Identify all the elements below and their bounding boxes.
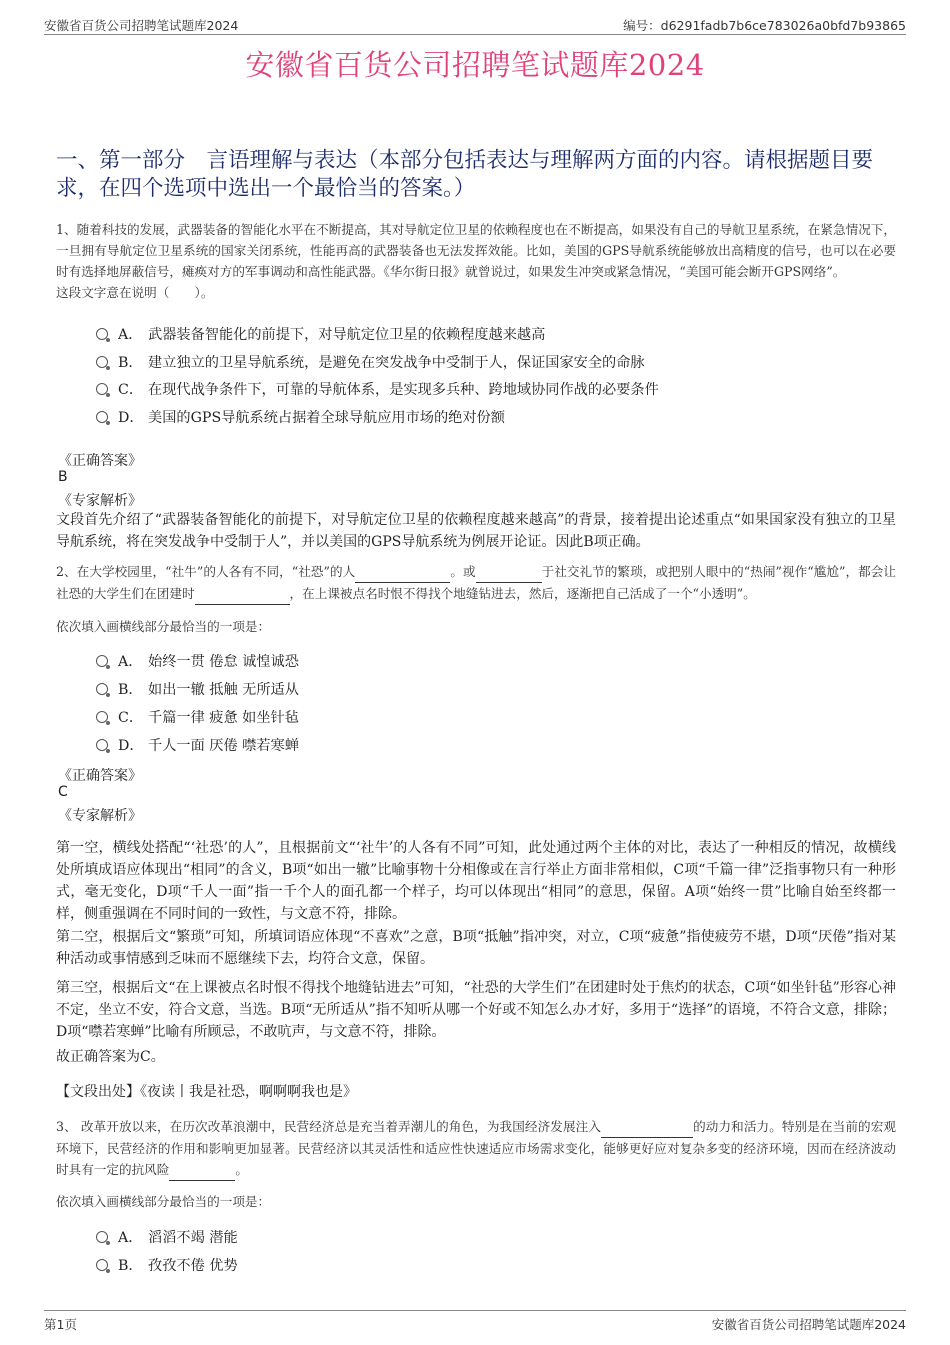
- question-1: [56, 219, 896, 303]
- option-text: 武器装备智能化的前提下，对导航定位卫星的依赖程度越来越高: [148, 327, 546, 343]
- radio-icon[interactable]: [96, 356, 108, 368]
- question-3-text-part3: 。: [235, 1162, 248, 1177]
- fill-blank-4[interactable]: [601, 1116, 693, 1138]
- page-footer: [44, 1310, 906, 1333]
- question-2: [56, 561, 896, 605]
- radio-icon[interactable]: [96, 655, 108, 667]
- q2-answer-label: 《正确答案》: [58, 768, 142, 784]
- radio-icon[interactable]: [96, 683, 108, 695]
- question-2-prompt: 依次填入画横线部分最恰当的一项是：: [56, 619, 271, 634]
- radio-icon[interactable]: [96, 328, 108, 340]
- option-text: 千人一面 厌倦 噤若寒蝉: [148, 738, 299, 754]
- fill-blank-1[interactable]: [355, 561, 450, 583]
- q2-analysis-text-1: 第一空，横线处搭配“‘社恐’的人”，且根据前文“‘社牛’的人各有不同”可知，此处通过两个主体的对比，表达了一种相反的情况，故横线处所填成语应体现出“相同”的含义，B项“如出一辙”比喻事物十分相像或在言行举止方面非常相似，C项“千篇一律”泛指事物只有一种形式，毫无变化，D项“千人一面”指一千个人的面孔都一个样子，均可以体现出“相同”的意思，保留。A项“始终一贯”比喻自始至终都一样，侧重强调在不同时间的一致性，与文意不符，排除。: [56, 840, 896, 922]
- option-text: 千篇一律 疲惫 如坐针毡: [148, 710, 299, 726]
- q2-analysis-label: 《专家解析》: [58, 808, 142, 824]
- option-text: 在现代战争条件下，可靠的导航体系，是实现多兵种、跨地域协同作战的必要条件: [148, 382, 659, 398]
- option-letter: B．: [118, 355, 143, 371]
- question-3-text-part2: 的动力和活力。特别是在当前的宏观环境下，民营经济的作用和影响更加显著。民营经济以其灵活性和适应性快速适应市场需求变化，能够更好应对复杂多变的经济环境，因而在经济波动时具有一定的抗风险: [56, 1119, 896, 1177]
- option-letter: A．: [118, 654, 143, 670]
- q1-analysis-label: 《专家解析》: [58, 493, 142, 509]
- radio-icon[interactable]: [96, 1231, 108, 1243]
- question-2-text-part1: 2、在大学校园里，“社牛”的人各有不同，“社恐”的人: [56, 564, 356, 579]
- option-text: 始终一贯 倦怠 诚惶诚恐: [148, 654, 299, 670]
- radio-icon[interactable]: [96, 711, 108, 723]
- q2-analysis-text-3: 第三空，根据后文“在上课被点名时恨不得找个地缝钻进去”可知，“社恐的大学生们”在团建时处于焦灼的状态，C项“如坐针毡”形容心神不定，坐立不安，符合文意，当选。B项“无所适从”指不知听从哪一个好或不知怎么办才好，多用于“选择”的语境，不符合文意，排除；D项“噤若寒蝉”比喻有所顾忌，不敢吭声，与文意不符，排除。: [56, 980, 896, 1040]
- radio-icon[interactable]: [96, 739, 108, 751]
- q2-analysis-text-4: 故正确答案为C。: [56, 1049, 165, 1065]
- q2-source-text: 【文段出处】《夜读丨我是社恐，啊啊啊我也是》: [56, 1084, 357, 1100]
- option-letter: A．: [118, 327, 143, 343]
- option-text: 建立独立的卫星导航系统，是避免在突发战争中受制于人，保证国家安全的命脉: [148, 355, 645, 371]
- option-letter: C．: [118, 382, 144, 398]
- question-1-text: 1、随着科技的发展，武器装备的智能化水平在不断提高，其对导航定位卫星的依赖程度也在不断提高，如果没有自己的导航卫星系统，在紧急情况下，一旦拥有导航定位卫星系统的国家关闭系统，性能再高的武器装备也无法发挥效能。比如，美国的GPS导航系统能够放出高精度的信号，也可以在必要时有选择地屏蔽信号，瘫痪对方的军事调动和高性能武器。《华尔街日报》就曾说过，如果发生冲突或紧急情况，“美国可能会断开GPS网络”。: [56, 222, 896, 279]
- q1-answer-value: B: [58, 469, 68, 485]
- q2-analysis-text-2: 第二空，根据后文“繁琐”可知，所填词语应体现“不喜欢”之意，B项“抵触”指冲突，对立，C项“疲惫”指使疲劳不堪，D项“厌倦”指对某种活动或事情感到乏味而不愿继续下去，均符合文意，保留。: [56, 929, 896, 967]
- fill-blank-3[interactable]: [195, 583, 290, 605]
- question-2-text-part4: ，在上课被点名时恨不得找个地缝钻进去，然后，逐渐把自己活成了一个“小透明”。: [289, 586, 756, 601]
- option-text: 孜孜不倦 优势: [148, 1258, 238, 1274]
- option-letter: D．: [118, 410, 144, 426]
- option-letter: A．: [118, 1230, 143, 1246]
- option-letter: B．: [118, 682, 143, 698]
- question-1-prompt: 这段文字意在说明（ ）。: [56, 285, 214, 300]
- q2-analysis-4: [56, 1046, 896, 1068]
- q2-analysis-3: [56, 977, 896, 1043]
- question-3-prompt: 依次填入画横线部分最恰当的一项是：: [56, 1194, 271, 1209]
- question-3-text-part1: 3、 改革开放以来，在历次改革浪潮中，民营经济总是充当着弄潮儿的角色，为我国经济发展注入: [56, 1119, 602, 1134]
- fill-blank-2[interactable]: [476, 561, 542, 583]
- question-2-text-part3: 于社交礼节的繁琐，或把别人眼中的“热闹”视作“尴尬”，都会让社恐的大学生们在团建时: [56, 564, 896, 601]
- option-text: 如出一辙 抵触 无所适从: [148, 682, 299, 698]
- q2-analysis-1: [56, 837, 896, 925]
- footer-title: 安徽省百货公司招聘笔试题库2024: [711, 1317, 906, 1332]
- option-letter: B．: [118, 1258, 143, 1274]
- option-text: 美国的GPS导航系统占据着全球导航应用市场的绝对份额: [148, 410, 505, 426]
- option-letter: C．: [118, 710, 144, 726]
- question-3-prompt-block: [56, 1191, 896, 1212]
- question-3: [56, 1116, 896, 1181]
- q2-source: [56, 1081, 896, 1103]
- option-letter: D．: [118, 738, 144, 754]
- question-2-text-part2: 。或: [450, 564, 476, 579]
- radio-icon[interactable]: [96, 1259, 108, 1271]
- page-number: 第1页: [44, 1317, 77, 1332]
- page-header: [44, 14, 906, 35]
- document-title: 安徽省百货公司招聘笔试题库2024: [245, 48, 705, 82]
- header-left-text: 安徽省百货公司招聘笔试题库2024: [44, 18, 239, 33]
- q1-analysis-text: 文段首先介绍了“武器装备智能化的前提下，对导航定位卫星的依赖程度越来越高”的背景，接着提出论述重点“如果国家没有独立的卫星导航系统，将在突发战争中受制于人”，并以美国的GPS导航系统为例展开论证。因此B项正确。: [56, 512, 896, 550]
- header-document-id: 编号：d6291fadb7b6ce783026a0bfd7b93865: [623, 18, 906, 33]
- section-heading: 一、第一部分 言语理解与表达（本部分包括表达与理解两方面的内容。请根据题目要求，在四个选项中选出一个最恰当的答案。）: [56, 148, 874, 201]
- option-text: 滔滔不竭 潜能: [148, 1230, 238, 1246]
- radio-icon[interactable]: [96, 411, 108, 423]
- q1-analysis: [56, 509, 896, 553]
- q2-answer-value: C: [58, 784, 68, 800]
- question-2-prompt-block: [56, 616, 896, 637]
- fill-blank-5[interactable]: [169, 1159, 235, 1181]
- radio-icon[interactable]: [96, 383, 108, 395]
- q2-analysis-2: [56, 926, 896, 970]
- q1-answer-label: 《正确答案》: [58, 453, 142, 469]
